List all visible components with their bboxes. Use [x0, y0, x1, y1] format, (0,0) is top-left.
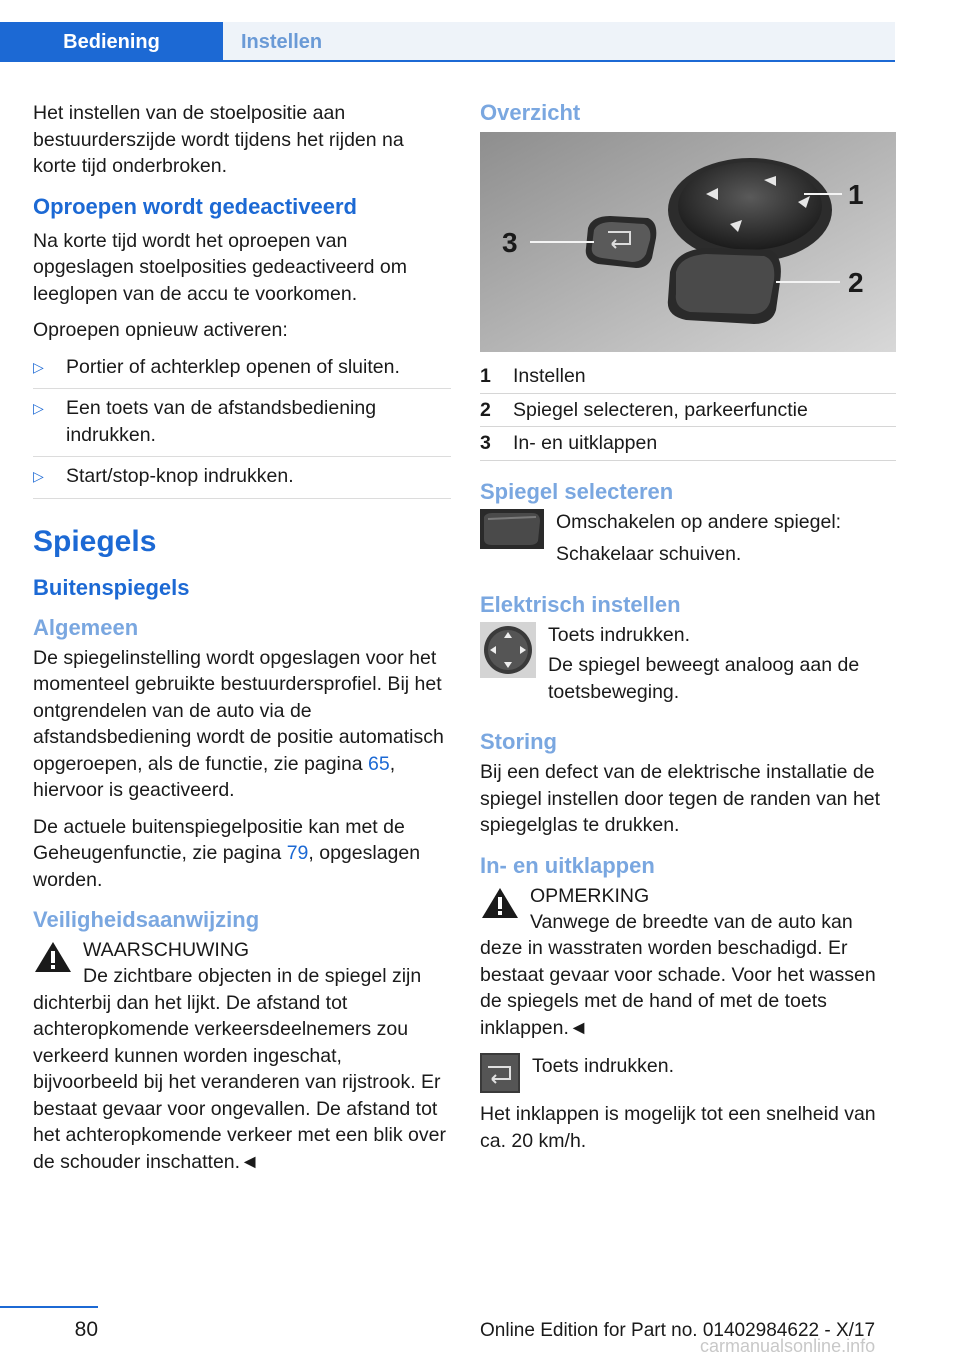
heading-elektrisch: Elektrisch instellen — [480, 591, 681, 617]
selector-switch-icon — [480, 509, 544, 549]
warning-title: WAARSCHUWING — [83, 939, 250, 961]
tab-bediening[interactable]: Bediening — [0, 22, 223, 62]
note-text: Vanwege de breedte van de auto kan deze in wasstraten worden beschadigd. Er bestaat gevaar voor schade. Voor het wassen de spiegels met de hand of met de toets inklappen.◄ — [480, 910, 876, 1039]
elektrisch-text-2: De spiegel beweegt analoog aan de toetsbeweging. — [548, 654, 860, 703]
heading-storing: Storing — [480, 729, 557, 754]
watermark-text: carmanualsonline.info — [700, 1336, 876, 1356]
header-divider — [0, 60, 895, 62]
heading-deactivated: Oproepen wordt gedeactiveerd — [33, 193, 357, 219]
algemeen-paragraph-2: De actuele buitenspiegelpositie kan met de Geheugenfunctie, zie pagina 79, opgeslagen worden. — [33, 815, 421, 891]
list-item: ▷ Portier of achterklep openen of sluiten. — [33, 354, 451, 390]
footer-divider — [0, 1306, 98, 1308]
right-column — [480, 100, 896, 1164]
heading-algemeen: Algemeen — [33, 614, 139, 640]
fold-button-text: Toets indrukken. — [532, 1055, 674, 1077]
heading-overzicht: Overzicht — [480, 100, 581, 125]
legend-row: 2 Spiegel selecteren, parkeerfunctie — [480, 394, 896, 428]
callout-3: 3 — [502, 227, 518, 258]
storing-paragraph: Bij een defect van de elektrische installatie de spiegel instellen door tegen de randen van het spiegelglas te drukken. — [480, 761, 881, 836]
legend-row: 3 In- en uitklappen — [480, 427, 896, 461]
warning-block — [33, 937, 451, 985]
mirror-control-photo — [480, 132, 896, 352]
reactivate-intro: Oproepen opnieuw activeren: — [33, 319, 288, 341]
select-row — [480, 509, 896, 578]
fold-button-row — [480, 1053, 896, 1093]
left-column — [33, 100, 451, 1185]
select-text-2: Schakelaar schuiven. — [556, 543, 742, 565]
elektrisch-row — [480, 622, 896, 716]
edition-text: Online Edition for Part no. 01402984622 - X/17 — [480, 1320, 876, 1341]
select-text-1: Omschakelen op andere spiegel: — [556, 510, 842, 533]
final-paragraph: Het inklappen is mogelijk tot een snelheid van ca. 20 km/h. — [480, 1103, 876, 1152]
heading-buitenspiegels: Buitenspiegels — [33, 574, 190, 600]
page-link-79[interactable]: 79 — [286, 842, 309, 864]
note-title: OPMERKING — [530, 884, 650, 907]
mirror-adjust-knob-icon — [480, 622, 536, 678]
list-item: ▷ Een toets van de afstandsbediening indrukken. — [33, 395, 451, 457]
heading-spiegels: Spiegels — [33, 524, 157, 558]
warning-text: De zichtbare objecten in de spiegel zijn dichterbij dan het lijkt. De afstand tot achteropkomende verkeersdeelnemers zou verkeerd kunnen worden ingeschat, bijvoorbeeld bij het veranderen van rijstrook. Er bestaat gevaar voor ongevallen. De afstand tot het achteropkomende verkeer met een blik over de schouder inschatten.◄ — [33, 965, 446, 1173]
warning-icon — [33, 939, 73, 975]
heading-spiegel-selecteren: Spiegel selecteren — [480, 478, 674, 504]
page-header — [0, 0, 895, 62]
callout-2: 2 — [848, 267, 864, 298]
triangle-bullet-icon: ▷ — [33, 468, 44, 484]
legend-table — [480, 360, 896, 461]
tab-instellen[interactable]: Instellen — [223, 22, 895, 62]
algemeen-paragraph-1: De spiegelinstelling wordt opgeslagen voor het momenteel gebruikte bestuurdersprofiel. Bij het ontgrendelen van de auto via de afstandsbediening wordt de positie automatisch opgeroepen, als de functie, zie pagina 65, hiervoor is geactiveerd. — [33, 646, 444, 801]
fold-mirror-button-icon — [480, 1053, 520, 1093]
legend-row: 1 Instellen — [480, 360, 896, 394]
callout-1: 1 — [848, 179, 864, 210]
heading-veiligheid: Veiligheidsaanwijzing — [33, 907, 260, 932]
elektrisch-text-1: Toets indrukken. — [548, 623, 690, 646]
deactivated-paragraph: Na korte tijd wordt het oproepen van opgeslagen stoelposities gedeactiveerd om leeglopen van de accu te voorkomen. — [33, 229, 407, 305]
page-link-65[interactable]: 65 — [368, 752, 390, 775]
triangle-bullet-icon: ▷ — [33, 400, 44, 416]
list-item: ▷ Start/stop-knop indrukken. — [33, 463, 451, 499]
heading-in-uitklappen: In- en uitklappen — [480, 852, 655, 878]
page-number: 80 — [74, 1318, 98, 1341]
intro-paragraph: Het instellen van de stoelpositie aan bestuurderszijde wordt tijdens het rijden na korte tijd onderbroken. — [33, 102, 404, 177]
caution-icon — [480, 885, 520, 921]
triangle-bullet-icon: ▷ — [33, 358, 44, 375]
reactivate-list — [33, 354, 451, 499]
note-block — [480, 883, 896, 931]
